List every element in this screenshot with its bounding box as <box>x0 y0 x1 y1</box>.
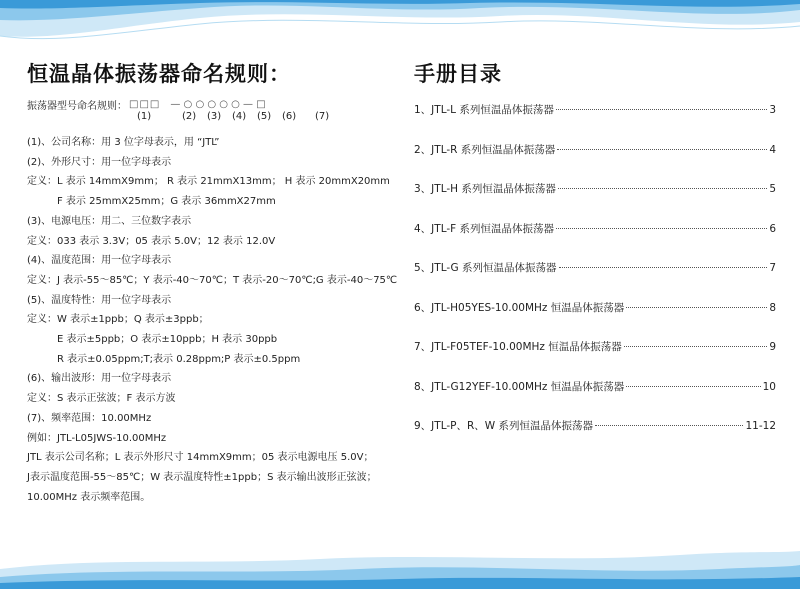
model-format-codes: — ○ ○ ○ ○ ○ — □ <box>170 98 266 110</box>
rule-line: JTL 表示公司名称；L 表示外形尺寸 14mmX9mm；05 表示电源电压 5.0V； <box>27 452 374 464</box>
toc-entry-label: 4、JTL-F 系列恒温晶体振荡器 <box>414 222 555 235</box>
toc-page-number: 3 <box>769 104 776 116</box>
toc-page-number: 5 <box>769 183 776 195</box>
model-format-label: 振荡器型号命名规则： <box>27 100 127 112</box>
rule-line: 定义：033 表示 3.3V；05 表示 5.0V；12 表示 12.0V <box>27 235 276 247</box>
toc-leader <box>557 149 767 150</box>
toc-entry-label: 7、JTL-F05TEF-10.00MHz 恒温晶体振荡器 <box>414 341 622 353</box>
toc-entry-label: 6、JTL-H05YES-10.00MHz 恒温晶体振荡器 <box>414 301 625 314</box>
toc-title: 手册目录 <box>414 62 502 86</box>
toc-page-number: 8 <box>769 301 776 314</box>
model-format-boxes: □□□ <box>129 98 161 110</box>
toc-page-number: 4 <box>769 143 776 156</box>
rule-line: (2)、外形尺寸：用一位字母表示 <box>27 156 172 168</box>
param-number: (3) <box>207 111 222 122</box>
param-number: (6) <box>282 111 297 122</box>
toc-entry-label: 8、JTL-G12YEF-10.00MHz 恒温晶体振荡器 <box>414 380 625 393</box>
toc-section <box>414 58 776 458</box>
param-number: (1) <box>137 111 152 122</box>
toc-leader <box>626 307 767 308</box>
toc-page-number: 6 <box>769 222 776 235</box>
toc-leader <box>556 228 767 229</box>
rule-line: (7)、频率范围：10.00MHz <box>27 412 152 424</box>
toc-leader <box>626 386 760 387</box>
toc-entry[interactable] <box>414 142 776 182</box>
rule-line: (1)、公司名称：用 3 位字母表示，用 “JTL” <box>27 137 220 148</box>
toc-entry[interactable] <box>414 181 776 221</box>
toc-entry[interactable] <box>414 418 776 458</box>
rule-line: 定义：J 表示-55～85℃；Y 表示-40～70℃；T 表示-20～70℃;G 表示-40～75℃ <box>27 274 398 286</box>
naming-rules-section <box>27 58 398 507</box>
toc-page-number: 10 <box>762 380 776 393</box>
rule-line: F 表示 25mmX25mm；G 表示 36mmX27mm <box>57 196 276 208</box>
toc-leader <box>558 188 767 189</box>
toc-page-number: 9 <box>769 341 776 353</box>
rule-line: 例如：JTL-L05JWS-10.00MHz <box>27 432 167 444</box>
toc-entry-label: 2、JTL-R 系列恒温晶体振荡器 <box>414 143 556 156</box>
model-format-line <box>27 97 392 111</box>
param-numbers <box>27 111 392 125</box>
rule-line: 定义：L 表示 14mmX9mm； R 表示 21mmX13mm； H 表示 20mmX20mm <box>27 176 390 188</box>
param-number: (4) <box>232 111 247 122</box>
toc-leader <box>556 109 767 110</box>
toc-page-number: 11-12 <box>745 420 776 432</box>
rule-line: R 表示±0.05ppm;T;表示 0.28ppm;P 表示±0.5ppm <box>57 353 301 365</box>
toc-entry[interactable] <box>414 260 776 300</box>
toc-page-number: 7 <box>769 262 776 274</box>
toc-leader <box>624 346 768 347</box>
bottom-wave-decoration <box>0 529 800 589</box>
rule-line: 定义：W 表示±1ppb；Q 表示±3ppb； <box>27 314 209 326</box>
rule-line: 10.00MHz 表示频率范围。 <box>27 491 151 503</box>
toc-entry-label: 3、JTL-H 系列恒温晶体振荡器 <box>414 183 556 195</box>
rule-line: (4)、温度范围：用一位字母表示 <box>27 255 172 267</box>
rule-line: (5)、温度特性：用一位字母表示 <box>27 294 172 306</box>
rule-line: E 表示±5ppb；O 表示±10ppb；H 表示 30ppb <box>57 334 278 346</box>
toc-entry[interactable] <box>414 300 776 340</box>
toc-entry-label: 5、JTL-G 系列恒温晶体振荡器 <box>414 262 557 274</box>
toc-entry-label: 9、JTL-P、R、W 系列恒温晶体振荡器 <box>414 420 593 432</box>
param-number: (5) <box>257 111 272 122</box>
rule-line: J表示温度范围-55～85℃；W 表示温度特性±1ppb；S 表示输出波形正弦波； <box>27 471 377 483</box>
toc-entry[interactable] <box>414 379 776 419</box>
toc-leader <box>559 267 768 268</box>
param-number: (7) <box>315 111 330 122</box>
toc-entry-label: 1、JTL-L 系列恒温晶体振荡器 <box>414 104 554 116</box>
toc-entry[interactable] <box>414 339 776 379</box>
param-number: (2) <box>182 111 197 122</box>
toc-leader <box>595 425 743 426</box>
rule-line: (6)、输出波形：用一位字母表示 <box>27 373 172 385</box>
naming-rules-title: 恒温晶体振荡器命名规则： <box>27 62 291 86</box>
toc-entry[interactable] <box>414 221 776 261</box>
rule-line: (3)、电源电压：用二、三位数字表示 <box>27 215 192 227</box>
toc-entry[interactable] <box>414 102 776 142</box>
rule-line: 定义：S 表示正弦波；F 表示方波 <box>27 393 176 405</box>
